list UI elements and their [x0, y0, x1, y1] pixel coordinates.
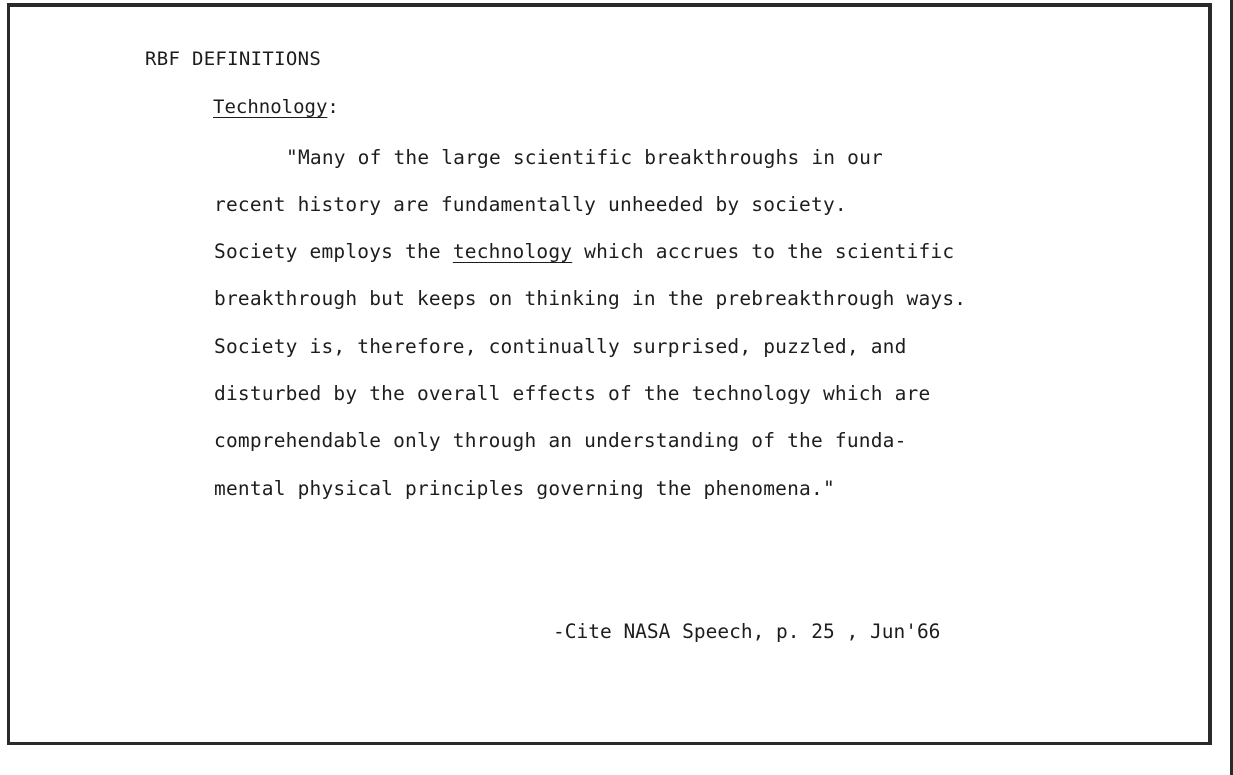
citation: -Cite NASA Speech, p. 25 , Jun'66	[553, 620, 941, 643]
quote-line-1: "Many of the large scientific breakthroughs in our	[286, 146, 883, 169]
definition-term	[213, 96, 339, 118]
underlined-word: technology	[452, 240, 573, 263]
term-colon: :	[327, 96, 339, 118]
quote-line-6: disturbed by the overall effects of the technology which are	[214, 382, 931, 405]
quote-line-2: recent history are fundamentally unheeded by society.	[214, 193, 847, 216]
quote-line-3-end: which accrues to the scientific	[572, 240, 955, 263]
quote-line-8: mental physical principles governing the phenomena."	[214, 477, 835, 500]
quote-line-3-start: Society employs the	[214, 240, 453, 263]
quote-line-7: comprehendable only through an understanding of the funda-	[214, 429, 907, 452]
quote-line-5: Society is, therefore, continually surprised, puzzled, and	[214, 335, 907, 358]
quote-line-3	[214, 240, 954, 263]
quote-line-4: breakthrough but keeps on thinking in the prebreakthrough ways.	[214, 287, 967, 310]
document-heading: RBF DEFINITIONS	[145, 48, 322, 70]
term-label: Technology	[213, 96, 328, 118]
